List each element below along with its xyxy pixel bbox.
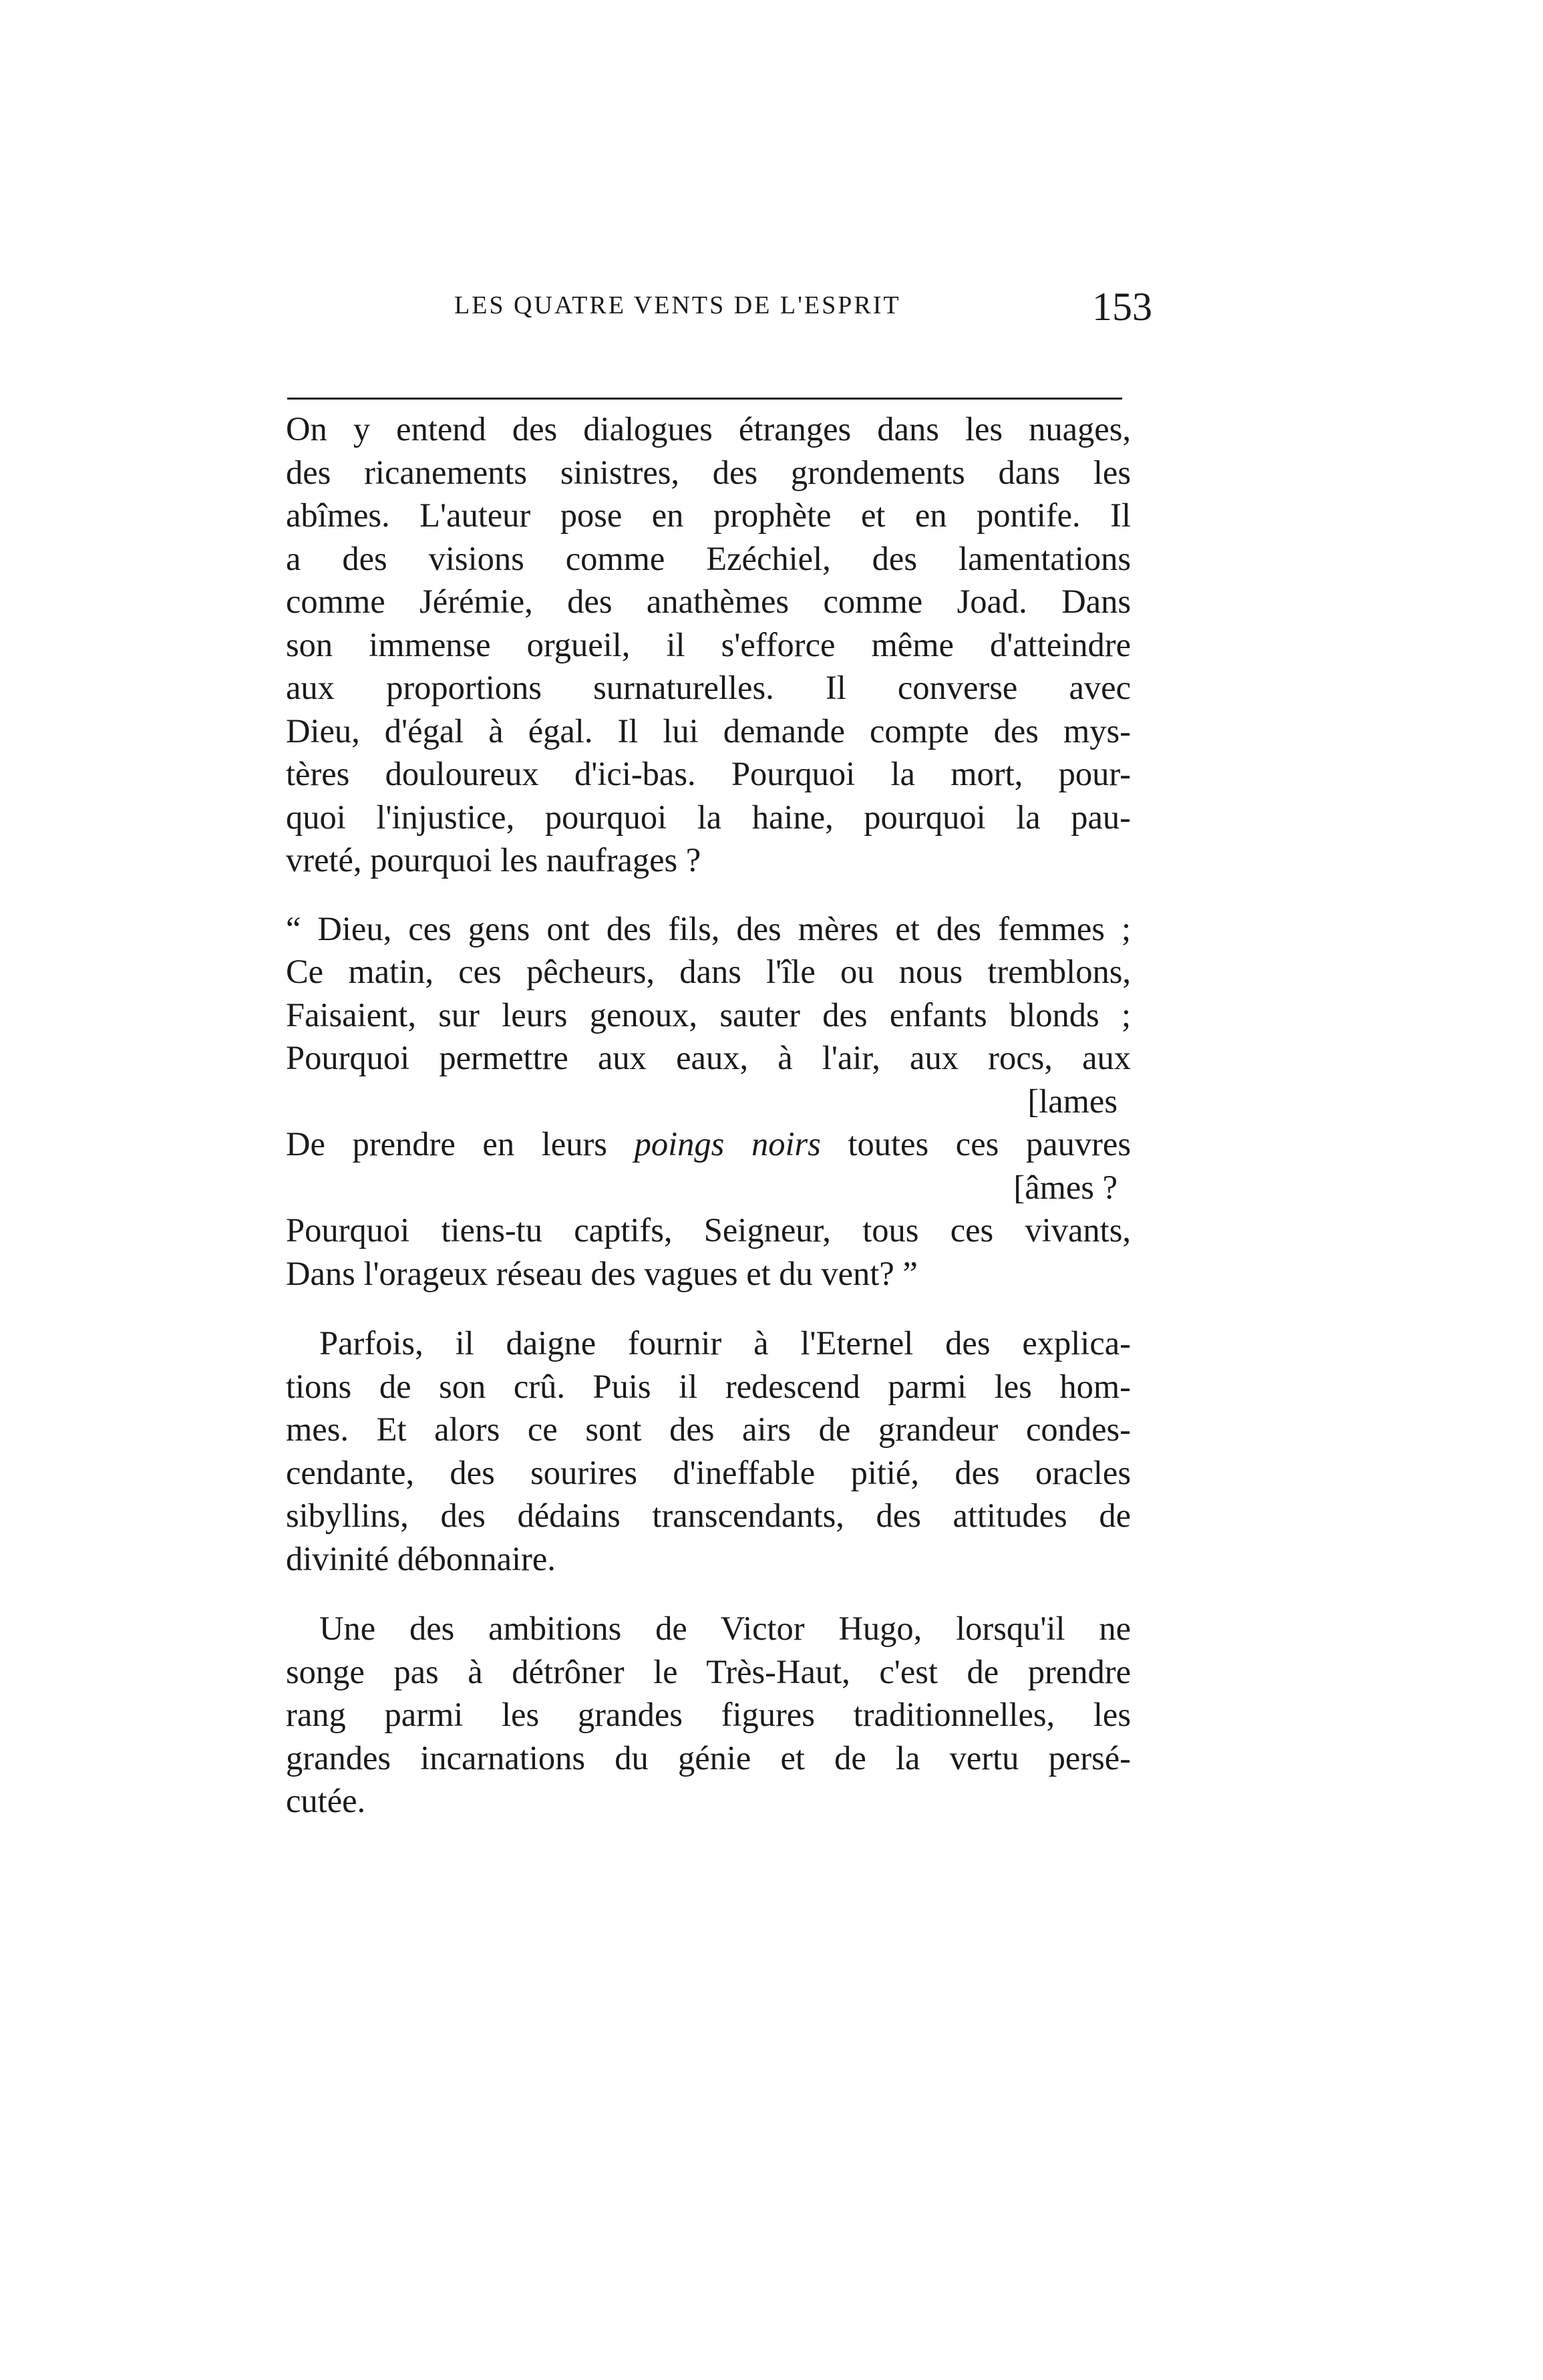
text-line: tions de son crû. Puis il redescend parmi les hom- — [286, 1367, 1131, 1405]
paragraph — [286, 1322, 1131, 1580]
text-line: divinité débonnaire. — [286, 1539, 556, 1578]
text-line: On y entend des dialogues étranges dans les nuages, — [286, 410, 1131, 448]
verse-text: De prendre en leurs — [286, 1125, 635, 1163]
text-line: grandes incarnations du génie et de la vertu persé- — [286, 1739, 1131, 1777]
verse-turnover: [lames — [1027, 1082, 1118, 1120]
verse-quotation — [286, 907, 1131, 1296]
paragraph — [286, 408, 1131, 882]
text-line: comme Jérémie, des anathèmes comme Joad. Dans — [286, 583, 1131, 620]
verse-italic-text: poings noirs — [634, 1125, 821, 1163]
page-number: 153 — [1092, 285, 1152, 329]
text-line: abîmes. L'auteur pose en prophète et en pontife. Il — [286, 496, 1131, 534]
text-line: a des visions comme Ezéchiel, des lamentations — [286, 539, 1131, 577]
text-line: quoi l'injustice, pourquoi la haine, pourquoi la pau- — [286, 798, 1131, 836]
text-line: mes. Et alors ce sont des airs de grandeur condes- — [286, 1410, 1131, 1448]
text-block — [286, 408, 1131, 1823]
text-line: rang parmi les grandes figures traditionnelles, les — [286, 1696, 1131, 1733]
verse-line: Dans l'orageux réseau des vagues et du vent? ” — [286, 1254, 918, 1292]
text-line: sibyllins, des dédains transcendants, des attitudes de — [286, 1497, 1131, 1534]
running-head — [287, 284, 1152, 337]
text-line: cendante, des sourires d'ineffable pitié, des oracles — [286, 1453, 1131, 1491]
text-line: Une des ambitions de Victor Hugo, lorsqu'il ne — [319, 1610, 1131, 1647]
text-line: vreté, pourquoi les naufrages ? — [286, 841, 701, 879]
running-title: LES QUATRE VENTS DE L'ESPRIT — [454, 291, 901, 319]
text-line: aux proportions surnaturelles. Il converse avec — [286, 669, 1131, 706]
verse-turnover: [âmes ? — [1013, 1168, 1118, 1206]
text-line: Parfois, il daigne fournir à l'Eternel des explica- — [319, 1324, 1131, 1362]
verse-line: Faisaient, sur leurs genoux, sauter des enfants blonds ; — [286, 996, 1131, 1034]
text-line: cutée. — [286, 1782, 366, 1819]
paragraph — [286, 1607, 1131, 1823]
text-line: Dieu, d'égal à égal. Il lui demande compte des mys- — [286, 712, 1131, 750]
text-line: songe pas à détrôner le Très-Haut, c'est de prendre — [286, 1652, 1131, 1690]
verse-line: “ Dieu, ces gens ont des fils, des mères et des femmes ; — [286, 909, 1131, 947]
header-rule — [287, 398, 1122, 400]
verse-line — [286, 1123, 1131, 1166]
verse-line: Pourquoi permettre aux eaux, à l'air, aux rocs, aux — [286, 1039, 1131, 1076]
text-line: son immense orgueil, il s'efforce même d'atteindre — [286, 625, 1131, 663]
verse-line: Ce matin, ces pêcheurs, dans l'île ou nous tremblons, — [286, 953, 1131, 990]
text-line: tères douloureux d'ici-bas. Pourquoi la mort, pour- — [286, 755, 1131, 792]
text-line: des ricanements sinistres, des grondements dans les — [286, 453, 1131, 491]
verse-text: toutes ces pauvres — [820, 1125, 1131, 1163]
verse-line: Pourquoi tiens-tu captifs, Seigneur, tous ces vivants, — [286, 1211, 1131, 1249]
